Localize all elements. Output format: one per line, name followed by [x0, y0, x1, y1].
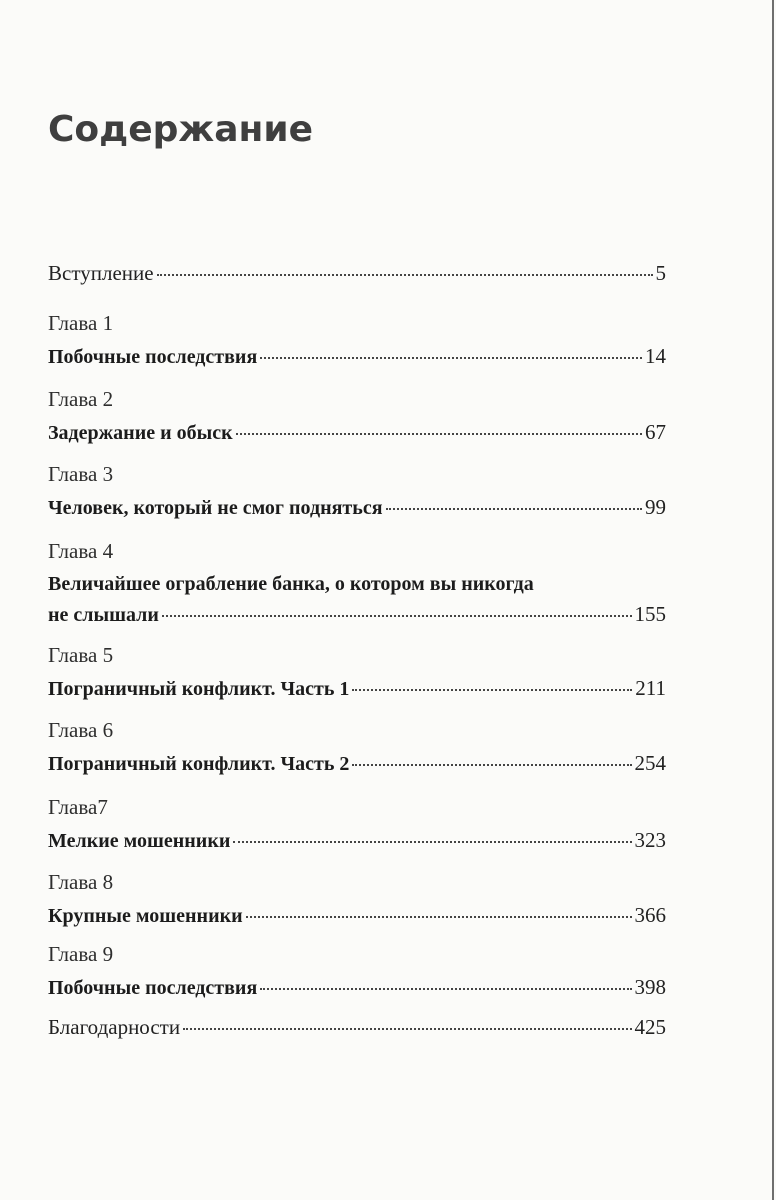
- toc-entry-title: Побочные последствия: [48, 977, 258, 999]
- dot-leader: [260, 357, 642, 359]
- toc-entry-title: Благодарности: [48, 1015, 181, 1039]
- toc-entry-title: Побочные последствия: [48, 346, 258, 368]
- toc-entry-title: Вступление: [48, 261, 154, 285]
- chapter-label: Глава 1: [48, 311, 114, 335]
- toc-page-number: 99: [645, 495, 666, 519]
- page-title: Содержание: [48, 109, 314, 150]
- toc-row[interactable]: [48, 260, 666, 286]
- toc-row[interactable]: [48, 419, 666, 446]
- toc-entry-title: Мелкие мошенники: [48, 830, 231, 852]
- toc-entry-chapter-3: [48, 461, 666, 521]
- toc-row[interactable]: [48, 601, 666, 628]
- dot-leader: [352, 764, 631, 766]
- toc-page-number: 211: [635, 676, 666, 700]
- dot-leader: [352, 689, 632, 691]
- chapter-label: Глава 4: [48, 539, 114, 563]
- toc-entry-chapter-7: [48, 794, 666, 854]
- toc-row[interactable]: [48, 343, 666, 370]
- toc-entry-chapter-5: [48, 642, 666, 702]
- toc-entry-title: Крупные мошенники: [48, 905, 243, 927]
- chapter-label: Глава 5: [48, 643, 114, 667]
- chapter-label: Глава 3: [48, 462, 114, 486]
- toc-row[interactable]: [48, 750, 666, 777]
- dot-leader: [233, 841, 631, 843]
- chapter-label: Глава 2: [48, 387, 114, 411]
- dot-leader: [157, 274, 653, 276]
- dot-leader: [236, 433, 642, 435]
- toc-row[interactable]: [48, 827, 666, 854]
- toc-row[interactable]: [48, 974, 666, 1001]
- chapter-label: Глава 9: [48, 942, 114, 966]
- toc-entry-chapter-9: [48, 941, 666, 1001]
- chapter-label: Глава 6: [48, 718, 114, 742]
- toc-entry-title: Человек, который не смог подняться: [48, 497, 383, 519]
- toc-entry-title-line-1[interactable]: Величайшее ограбление банка, о котором вы никогда: [48, 573, 534, 595]
- toc-page-number: 254: [634, 751, 666, 775]
- toc-entry-title-line-2: не слышали: [48, 604, 159, 626]
- toc-row[interactable]: [48, 1014, 666, 1040]
- toc-entry-intro: [48, 260, 666, 286]
- toc-row[interactable]: [48, 902, 666, 929]
- toc-entry-title: Задержание и обыск: [48, 422, 233, 444]
- toc-page-number: 5: [655, 261, 666, 285]
- page-edge: [772, 0, 774, 1200]
- toc-page-number: 14: [645, 344, 666, 368]
- dot-leader: [386, 508, 642, 510]
- toc-entry-title: Пограничный конфликт. Часть 1: [48, 678, 350, 700]
- dot-leader: [183, 1028, 631, 1030]
- toc-page-number: 67: [645, 420, 666, 444]
- toc-page-number: 155: [634, 602, 666, 626]
- toc-entry-chapter-2: [48, 386, 666, 446]
- dot-leader: [260, 988, 631, 990]
- dot-leader: [162, 615, 632, 617]
- toc-page-number: 323: [634, 828, 666, 852]
- toc-entry-chapter-8: [48, 869, 666, 929]
- toc-row[interactable]: [48, 494, 666, 521]
- toc-page-number: 398: [634, 975, 666, 999]
- toc-entry-chapter-4: [48, 538, 666, 628]
- toc-entry-title: Пограничный конфликт. Часть 2: [48, 753, 350, 775]
- toc-entry-acknowledgements: [48, 1014, 666, 1040]
- chapter-label: Глава 8: [48, 870, 114, 894]
- toc-page-number: 425: [634, 1015, 666, 1039]
- toc-entry-chapter-6: [48, 717, 666, 777]
- chapter-label: Глава7: [48, 795, 108, 819]
- toc-entry-chapter-1: [48, 310, 666, 370]
- toc-page-number: 366: [634, 903, 666, 927]
- toc-row[interactable]: [48, 675, 666, 702]
- dot-leader: [246, 916, 632, 918]
